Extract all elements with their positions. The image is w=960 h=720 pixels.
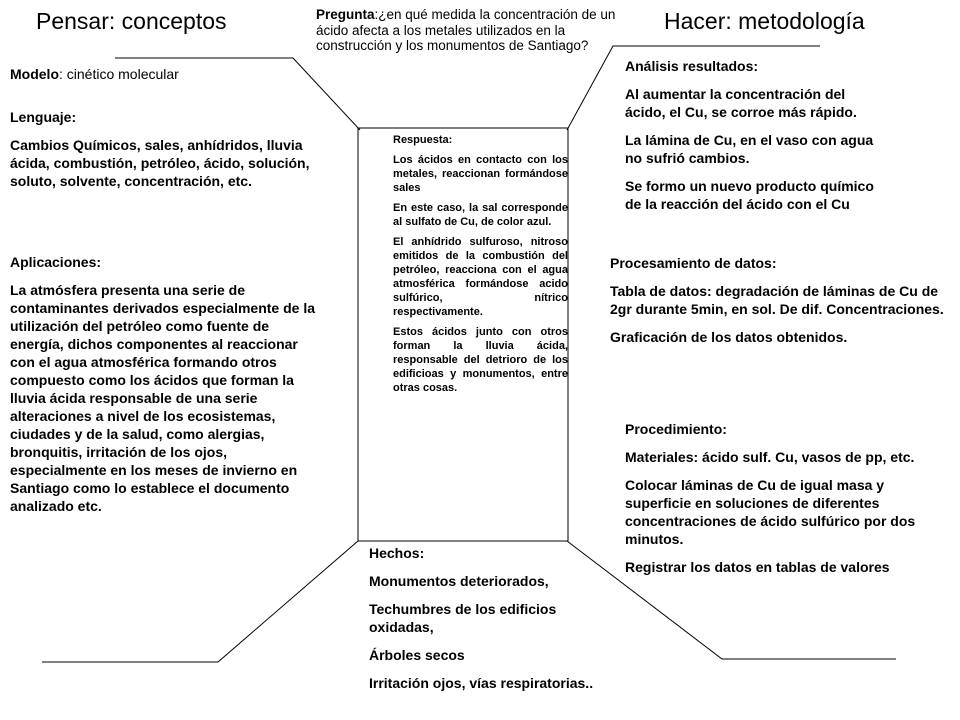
response-paragraph: El anhídrido sulfuroso, nitroso emitidos de la combustión del petróleo, reacciona con el agua atmosférica formándose acido sulfúrico, nítrico respectivamente. [393, 236, 568, 318]
procedure-item: Registrar los datos en tablas de valores [625, 559, 890, 575]
question [316, 7, 632, 54]
right-title: Hacer: metodología [664, 8, 865, 34]
processing-section [610, 254, 945, 356]
lower-left-connector-line [42, 541, 358, 662]
facts-section [369, 544, 619, 702]
applications-text: La atmósfera presenta una serie de contaminantes derivados especialmente de la utilización del petróleo como fuente de energía, dichos componentes al reaccionar con el agua atmosférica formando otros compuesto como los ácidos que forman la lluvia ácida responsable de una serie alteraciones a nivel de los ecosistemas, ciudades y de la salud, como alergias, bronquitis, irritación de los ojos, especialmente en los meses de invierno en Santiago como lo establece el documento analizado etc. [10, 282, 316, 514]
facts-item: Techumbres de los edificios oxidadas, [369, 601, 557, 635]
procedure-item: Colocar láminas de Cu de igual masa y superficie en soluciones de diferentes concentraciones de ácido sulfúrico por dos minutos. [625, 477, 916, 547]
processing-item: Tabla de datos: degradación de láminas de Cu de 2gr durante 5min, en sol. De dif. Concentraciones. [610, 283, 944, 317]
language-text: Cambios Químicos, sales, anhídridos, lluvia ácida, combustión, petróleo, ácido, solución, soluto, solvente, concentración, etc. [10, 137, 310, 189]
response-label: Respuesta: [393, 134, 453, 146]
response-paragraph: En este caso, la sal corresponde al sulfato de Cu, de color azul. [393, 202, 568, 228]
facts-item: Irritación ojos, vías respiratorias.. [369, 675, 594, 691]
question-text: :¿en qué medida la concentración de un ácido afecta a los metales utilizados en la construcción y los monumentos de Santiago? [316, 7, 616, 53]
processing-item: Graficación de los datos obtenidos. [610, 329, 848, 345]
analysis-item: Se formo un nuevo producto químico de la reacción del ácido con el Cu [625, 178, 874, 212]
model-label: Modelo [10, 66, 59, 82]
left-title: Pensar: conceptos [36, 8, 227, 34]
facts-item: Monumentos deteriorados, [369, 573, 549, 589]
question-label: Pregunta [316, 7, 375, 22]
model [10, 66, 179, 82]
language-label: Lenguaje: [10, 109, 77, 125]
procedure-item: Materiales: ácido sulf. Cu, vasos de pp, etc. [625, 449, 915, 465]
response-paragraph: Estos ácidos junto con otros forman la lluvia ácida, responsable del detrioro de los edificioas y monumentos, entre otras cosas. [393, 326, 568, 394]
applications-section [10, 253, 326, 525]
facts-label: Hechos: [369, 545, 425, 561]
response-section [393, 133, 568, 401]
language-section [10, 108, 345, 200]
model-text: : cinético molecular [59, 66, 179, 82]
procedure-section [625, 420, 937, 586]
procedure-label: Procedimiento: [625, 421, 727, 437]
analysis-section [625, 57, 885, 223]
processing-label: Procesamiento de datos: [610, 255, 777, 271]
applications-label: Aplicaciones: [10, 254, 102, 270]
analysis-item: La lámina de Cu, en el vaso con agua no sufrió cambios. [625, 132, 874, 166]
analysis-label: Análisis resultados: [625, 58, 759, 74]
analysis-item: Al aumentar la concentración del ácido, el Cu, se corroe más rápido. [625, 86, 857, 120]
facts-item: Árboles secos [369, 647, 465, 663]
response-paragraph: Los ácidos en contacto con los metales, reaccionan formándose sales [393, 154, 568, 194]
